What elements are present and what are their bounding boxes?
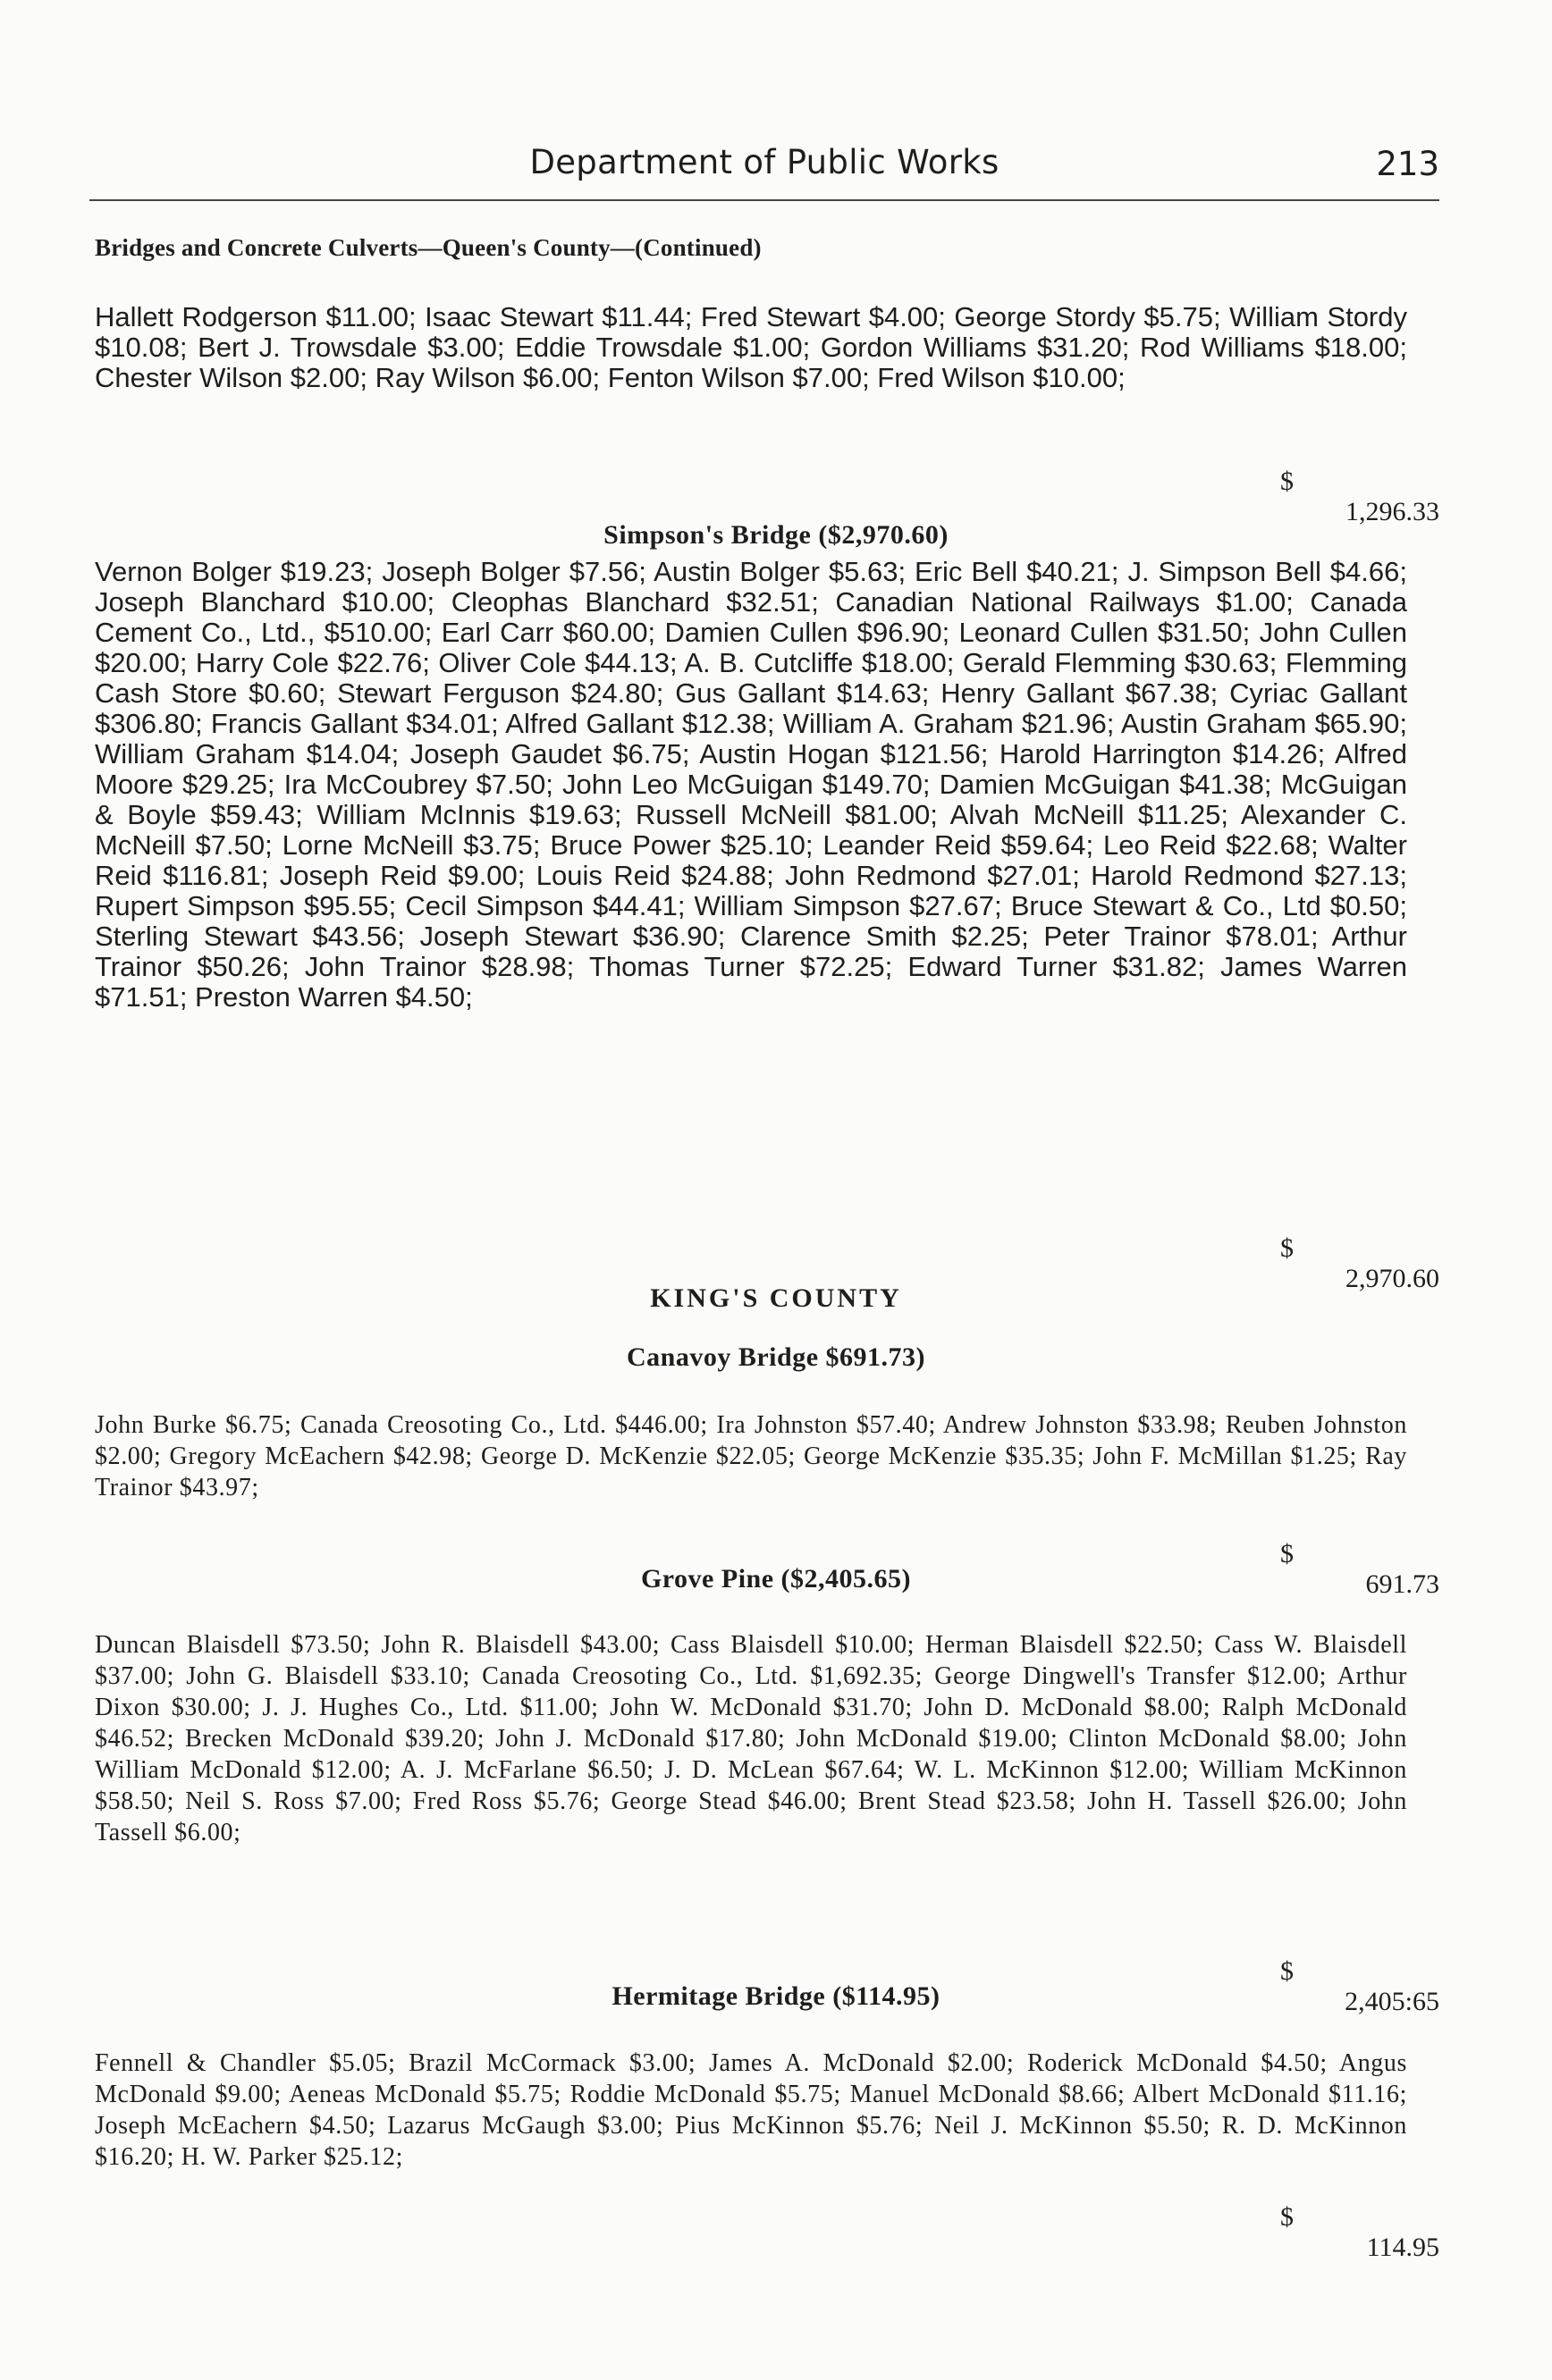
section-heading-hermitage-bridge: Hermitage Bridge ($114.95) <box>612 1981 940 2011</box>
continued-heading: Bridges and Concrete Culverts—Queen's County—(Continued) <box>95 234 762 261</box>
section-canavoy-bridge <box>95 1409 1407 1503</box>
payee-list: Hallett Rodgerson $11.00; Isaac Stewart $11.44; Fred Stewart $4.00; George Stordy $5.75; William Stordy $10.08; Bert J. Trowsdale $3.00; Eddie Trowsdale $1.00; Gordon Williams $31.20; Rod Williams $18.00; Chester Wilson $2.00; Ray Wilson $6.00; Fenton Wilson $7.00; Fred Wilson $10.00; <box>95 301 1407 393</box>
total-amount: 114.95 <box>1366 2233 1439 2262</box>
total-amount: 2,405:65 <box>1345 1987 1439 2016</box>
section-simpsons-bridge <box>95 557 1407 1013</box>
payee-list: Duncan Blaisdell $73.50; John R. Blaisdell $43.00; Cass Blaisdell $10.00; Herman Blaisdell $22.50; Cass W. Blaisdell $37.00; John G. Blaisdell $33.10; Canada Creosoting Co., Ltd. $1,692.35; George Dingwell's Transfer $12.00; Arthur Dixon $30.00; J. J. Hughes Co., Ltd. $11.00; John W. McDonald $31.70; John D. McDonald $8.00; Ralph McDonald $46.52; Brecken McDonald $39.20; John J. McDonald $17.80; John McDonald $19.00; Clinton McDonald $8.00; John William McDonald $12.00; A. J. McFarlane $6.50; J. D. McLean $67.64; W. L. McKinnon $12.00; William McKinnon $58.50; Neil S. Ross $7.00; Fred Ross $5.76; George Stead $46.00; Brent Stead $23.58; John H. Tassell $26.00; John Tassell $6.00; <box>95 1631 1407 1846</box>
page-number: 213 <box>1376 145 1439 183</box>
section-total <box>1280 2172 1439 2293</box>
section-grove-pine <box>95 1629 1407 1848</box>
dollar-sign: $ <box>1280 1233 1294 1263</box>
dollar-sign: $ <box>1280 2202 1294 2232</box>
section-queens-continued <box>95 302 1407 393</box>
running-head <box>89 143 1439 197</box>
section-heading-canavoy-bridge: Canavoy Bridge $691.73) <box>627 1342 925 1372</box>
county-heading: KING'S COUNTY <box>650 1283 902 1313</box>
section-heading-grove-pine: Grove Pine ($2,405.65) <box>640 1564 912 1594</box>
running-head-title: Department of Public Works <box>529 143 1000 181</box>
dollar-sign: $ <box>1280 1539 1294 1568</box>
payee-list: Vernon Bolger $19.23; Joseph Bolger $7.56; Austin Bolger $5.63; Eric Bell $40.21; J. Simpson Bell $4.66; Joseph Blanchard $10.00; Cleophas Blanchard $32.51; Canadian National Railways $1.00; Canada Cement Co., Ltd., $510.00; Earl Carr $60.00; Damien Cullen $96.90; Leonard Cullen $31.50; John Cullen $20.00; Harry Cole $22.76; Oliver Cole $44.13; A. B. Cutcliffe $18.00; Gerald Flemming $30.63; Flemming Cash Store $0.60; Stewart Ferguson $24.80; Gus Gallant $14.63; Henry Gallant $67.38; Cyriac Gallant $306.80; Francis Gallant $34.01; Alfred Gallant $12.38; William A. Graham $21.96; Austin Graham $65.90; William Graham $14.04; Joseph Gaudet $6.75; Austin Hogan $121.56; Harold Harrington $14.26; Alfred Moore $29.25; Ira McCoubrey $7.50; John Leo McGuigan $149.70; Damien McGuigan $41.38; McGuigan & Boyle $59.43; William McInnis $19.63; Russell McNeill $81.00; Alvah McNeill $11.25; Alexander C. McNeill $7.50; Lorne McNeill $3.75; Bruce Power $25.10; Leander Reid $59.64; Leo Reid $22.68; Walter Reid $116.81; Joseph Reid $9.00; Louis Reid $24.88; John Redmond $27.01; Harold Redmond $27.13; Rupert Simpson $95.55; Cecil Simpson $44.41; William Simpson $27.67; Bruce Stewart & Co., Ltd $0.50; Sterling Stewart $43.56; Joseph Stewart $36.90; Clarence Smith $2.25; Peter Trainor $78.01; Arthur Trainor $50.26; John Trainor $28.98; Thomas Turner $72.25; Edward Turner $31.82; James Warren $71.51; Preston Warren $4.50; <box>95 556 1407 1013</box>
header-rule <box>89 199 1439 201</box>
dollar-sign: $ <box>1280 1956 1294 1986</box>
dollar-sign: $ <box>1280 467 1294 496</box>
payee-list: Fennell & Chandler $5.05; Brazil McCormack $3.00; James A. McDonald $2.00; Roderick McDonald $4.50; Angus McDonald $9.00; Aeneas McDonald $5.75; Roddie McDonald $5.75; Manuel McDonald $8.66; Albert McDonald $11.16; Joseph McEachern $4.50; Lazarus McGaugh $3.00; Pius McKinnon $5.76; Neil J. McKinnon $5.50; R. D. McKinnon $16.20; H. W. Parker $25.12; <box>95 2049 1407 2171</box>
total-amount: 1,296.33 <box>1345 497 1439 526</box>
section-heading-simpsons-bridge: Simpson's Bridge ($2,970.60) <box>603 520 949 550</box>
total-amount: 691.73 <box>1365 1569 1439 1599</box>
section-hermitage-bridge <box>95 2048 1407 2173</box>
payee-list: John Burke $6.75; Canada Creosoting Co., Ltd. $446.00; Ira Johnston $57.40; Andrew Johnston $33.98; Reuben Johnston $2.00; Gregory McEachern $42.98; George D. McKenzie $22.05; George McKenzie $35.35; John F. McMillan $1.25; Ray Trainor $43.97; <box>95 1411 1407 1501</box>
total-amount: 2,970.60 <box>1345 1264 1439 1293</box>
